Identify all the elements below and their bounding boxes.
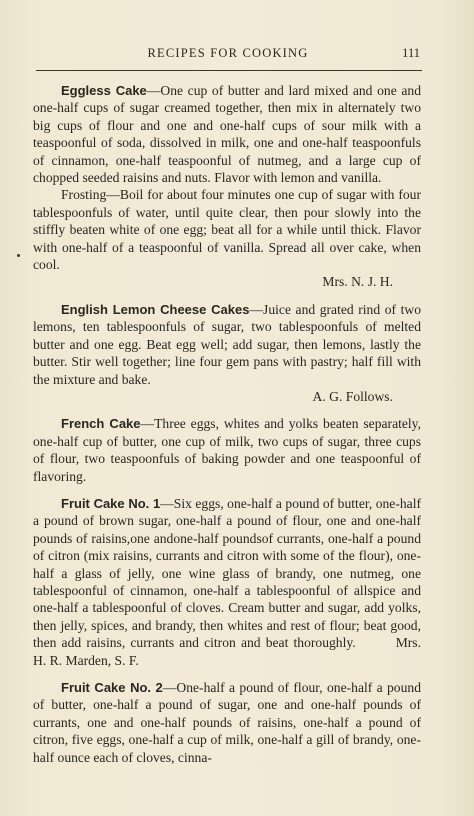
recipe-signature: Mrs. N. J. H. — [322, 274, 393, 290]
margin-mark — [17, 254, 20, 257]
page-body — [33, 82, 421, 776]
recipe-text: —One-half a pound of flour, one-half a pound of butter, one-half a pound of sugar, one and one-half pounds of currants, one and one-half pounds of raisins, one-half a pound of citron, five eggs, one-half a cup of milk, one-half a gill of brandy, one-half ounce each of cloves, cinna- — [33, 680, 421, 765]
recipe-fruit-cake-no-1 — [33, 495, 421, 669]
recipe-title: Fruit Cake No. 1 — [61, 495, 161, 511]
recipe-fruit-cake-no-2 — [33, 679, 421, 766]
page-number: 111 — [402, 46, 420, 60]
recipe-note: Frosting—Boil for about four minutes one cup of sugar with four tablespoonfuls of water, until quite clear, then pour slowly into the stiffly beaten white of one egg; beat all for a while until thick. Flavor with one-half of a teaspoonful of vanilla. Spread all over cake, when cool. — [33, 187, 421, 273]
recipe-signature: A. G. Follows. — [312, 388, 393, 404]
recipe-paragraph — [33, 415, 421, 485]
header-rule — [36, 70, 422, 71]
recipe-paragraph — [33, 82, 421, 186]
recipe-paragraph — [33, 301, 421, 388]
recipe-title: French Cake — [61, 416, 141, 432]
recipe-signature: Mrs. H. R. Marden, S. F. — [33, 635, 421, 668]
recipe-title: Fruit Cake No. 2 — [61, 680, 163, 695]
recipe-paragraph — [33, 679, 421, 766]
recipe-french-cake — [33, 415, 421, 485]
recipe-title: English Lemon Cheese Cakes — [61, 301, 250, 317]
recipe-eggless-cake — [33, 82, 421, 291]
recipe-text: —Three eggs, whites and yolks beaten separately, one-half cup of butter, one cup of milk, two cups of sugar, three cups of flour, two teaspoonfuls of baking powder and one teaspoonful of flavoring. — [33, 416, 421, 484]
running-head: RECIPES FOR COOKING — [147, 46, 309, 60]
recipe-paragraph — [33, 495, 421, 669]
recipe-english-lemon-cheese-cakes — [33, 301, 421, 405]
recipe-title: Eggless Cake — [61, 83, 147, 98]
page-header — [36, 46, 420, 64]
recipe-text: —Juice and grated rind of two lemons, ten tablespoonfuls of sugar, two tablespoonfuls of melted butter and one egg. Beat egg well; add sugar, then lemons, lastly the butter. Stir well together; line four gem pans with pastry; half fill with the mixture and bake. — [33, 301, 421, 387]
recipe-text: —One cup of butter and lard mixed and one and one-half cups of sugar creamed together, then mix in alternately two big cups of flour and one and one-half cups of sour milk with a teaspoonful of soda, dissolved in milk, one and one-half teaspoonfuls of cinnamon, one-half teaspoonful of nutmeg, and a large cup of chopped seeded raisins and nuts. Flavor with lemon and vanilla. — [33, 83, 421, 186]
recipe-text: —Six eggs, one-half a pound of butter, one-half a pound of brown sugar, one-half a pound of flour, one and one-half pounds of raisins,one andone-half poundsof currants, one-half a pound of citron (mix raisins, currants and citron with some of the flour), one-half a glass of jelly, one wine glass of brandy, one nutmeg, one tablespoonful of cinnamon, one-half a tablespoonful of allspice and one-half a tablespoonful of cloves. Cream butter and sugar, add yolks, then jelly, spices, and brandy, then whites and rest of flour; beat good, then add raisins, currants and citron and beat thoroughly. — [33, 495, 422, 651]
